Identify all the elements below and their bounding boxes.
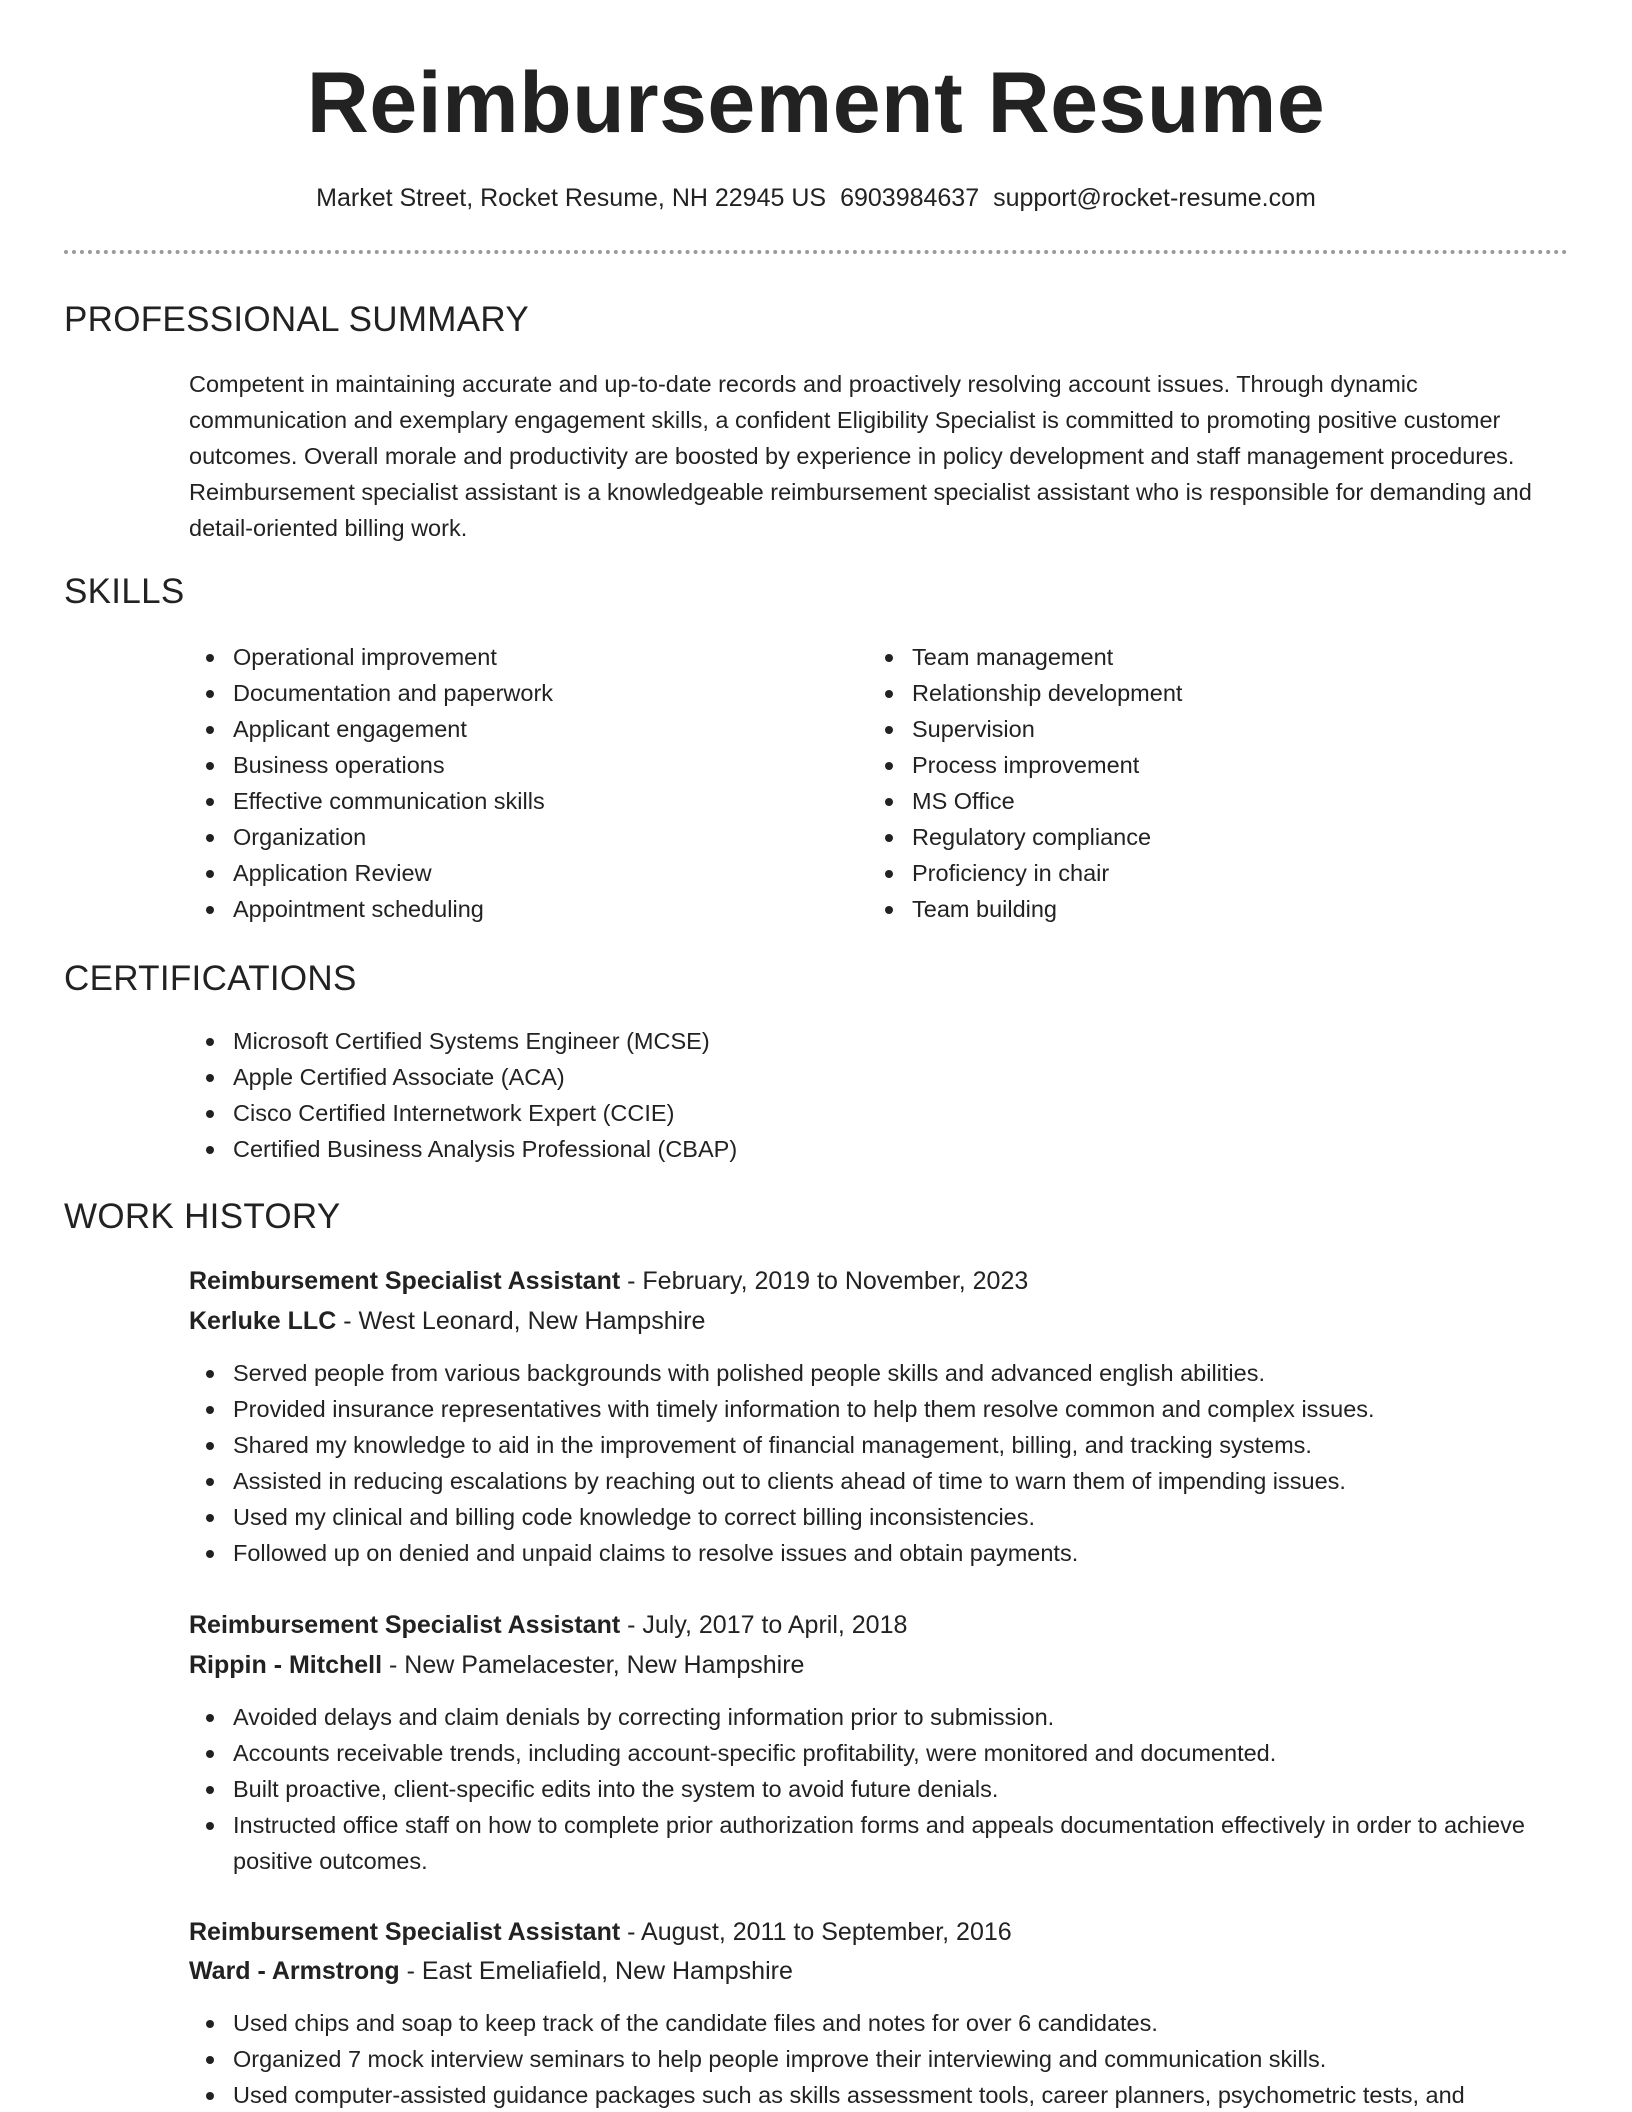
skill-item: Relationship development [868,675,1488,711]
job-dates: - July, 2017 to April, 2018 [627,1611,908,1639]
job-dates: - August, 2011 to September, 2016 [627,1918,1012,1946]
job-bullets [189,1699,1571,1879]
job-bullet: Instructed office staff on how to complete prior authorization forms and appeals documentation effectively in order to achieve positive outcomes. [189,1807,1571,1879]
job-role: Reimbursement Specialist Assistant [189,1918,621,1946]
job-bullet: Assisted in reducing escalations by reaching out to clients ahead of time to warn them of impending issues. [189,1463,1589,1499]
job-bullet: Organized 7 mock interview seminars to help people improve their interviewing and communication skills. [189,2041,1609,2077]
job-bullet: Served people from various backgrounds with polished people skills and advanced english abilities. [189,1355,1589,1391]
header-divider [64,250,1568,254]
skills-list-left [189,639,809,927]
job-company: Kerluke LLC [189,1307,337,1335]
job-company-line [189,1953,793,1989]
skill-item: Application Review [189,855,809,891]
skill-item: MS Office [868,783,1488,819]
section-title-certifications: CERTIFICATIONS [64,959,357,998]
job-heading [189,1263,1028,1299]
job-location: - West Leonard, New Hampshire [343,1307,706,1335]
skills-list-right [868,639,1488,927]
summary-text: Competent in maintaining accurate and up-to-date records and proactively resolving account issues. Through dynamic communication and exemplary engagement skills, a confident Eligibility Specialist is committed to promoting positive customer outcomes. Overall morale and productivity are boosted by experience in policy development and staff management procedures. Reimbursement specialist assistant is a knowledgeable reimbursement specialist assistant who is responsible for demanding and detail-oriented billing work. [189,371,1532,541]
skill-item: Documentation and paperwork [189,675,809,711]
certification-item: Cisco Certified Internetwork Expert (CCIE) [189,1095,1569,1131]
job-bullet: Used my clinical and billing code knowledge to correct billing inconsistencies. [189,1499,1589,1535]
skill-item: Team building [868,891,1488,927]
contact-email: support@rocket-resume.com [993,184,1316,212]
job-company: Ward - Armstrong [189,1957,400,1985]
section-title-skills: SKILLS [64,572,185,611]
job-bullet: Avoided delays and claim denials by correcting information prior to submission. [189,1699,1571,1735]
contact-line [0,181,1632,215]
section-title-summary: PROFESSIONAL SUMMARY [64,300,529,339]
skill-item: Appointment scheduling [189,891,809,927]
skill-item: Team management [868,639,1488,675]
skill-item: Business operations [189,747,809,783]
skill-item: Applicant engagement [189,711,809,747]
job-dates: - February, 2019 to November, 2023 [627,1267,1029,1295]
certification-item: Apple Certified Associate (ACA) [189,1059,1569,1095]
contact-phone: 6903984637 [840,184,980,212]
job-role: Reimbursement Specialist Assistant [189,1267,621,1295]
skill-item: Organization [189,819,809,855]
job-company: Rippin - Mitchell [189,1651,383,1679]
job-bullet: Followed up on denied and unpaid claims to resolve issues and obtain payments. [189,1535,1589,1571]
skill-item: Regulatory compliance [868,819,1488,855]
job-bullet: Used computer-assisted guidance packages such as skills assessment tools, career planners, psychometric tests, and [189,2077,1609,2112]
section-title-work-history: WORK HISTORY [64,1197,341,1236]
skill-item: Proficiency in chair [868,855,1488,891]
job-company-line [189,1303,705,1339]
job-bullet: Shared my knowledge to aid in the improvement of financial management, billing, and tracking systems. [189,1427,1589,1463]
job-bullet: Accounts receivable trends, including account-specific profitability, were monitored and documented. [189,1735,1571,1771]
job-bullets [189,1355,1589,1571]
contact-address: Market Street, Rocket Resume, NH 22945 US [316,184,827,212]
skill-item: Operational improvement [189,639,809,675]
job-bullet: Provided insurance representatives with timely information to help them resolve common and complex issues. [189,1391,1589,1427]
skill-item: Process improvement [868,747,1488,783]
job-role: Reimbursement Specialist Assistant [189,1611,621,1639]
resume-name: Reimbursement Resume [306,55,1326,151]
job-heading [189,1914,1012,1950]
certification-item: Microsoft Certified Systems Engineer (MCSE) [189,1023,1569,1059]
job-bullet: Built proactive, client-specific edits into the system to avoid future denials. [189,1771,1571,1807]
job-location: - New Pamelacester, New Hampshire [389,1651,805,1679]
job-company-line [189,1647,804,1683]
job-bullets [189,2005,1609,2112]
skill-item: Effective communication skills [189,783,809,819]
job-heading [189,1607,907,1643]
job-bullet: Used chips and soap to keep track of the candidate files and notes for over 6 candidates. [189,2005,1609,2041]
certification-item: Certified Business Analysis Professional (CBAP) [189,1131,1569,1167]
job-location: - East Emeliafield, New Hampshire [406,1957,793,1985]
certifications-list [189,1023,1569,1167]
skill-item: Supervision [868,711,1488,747]
